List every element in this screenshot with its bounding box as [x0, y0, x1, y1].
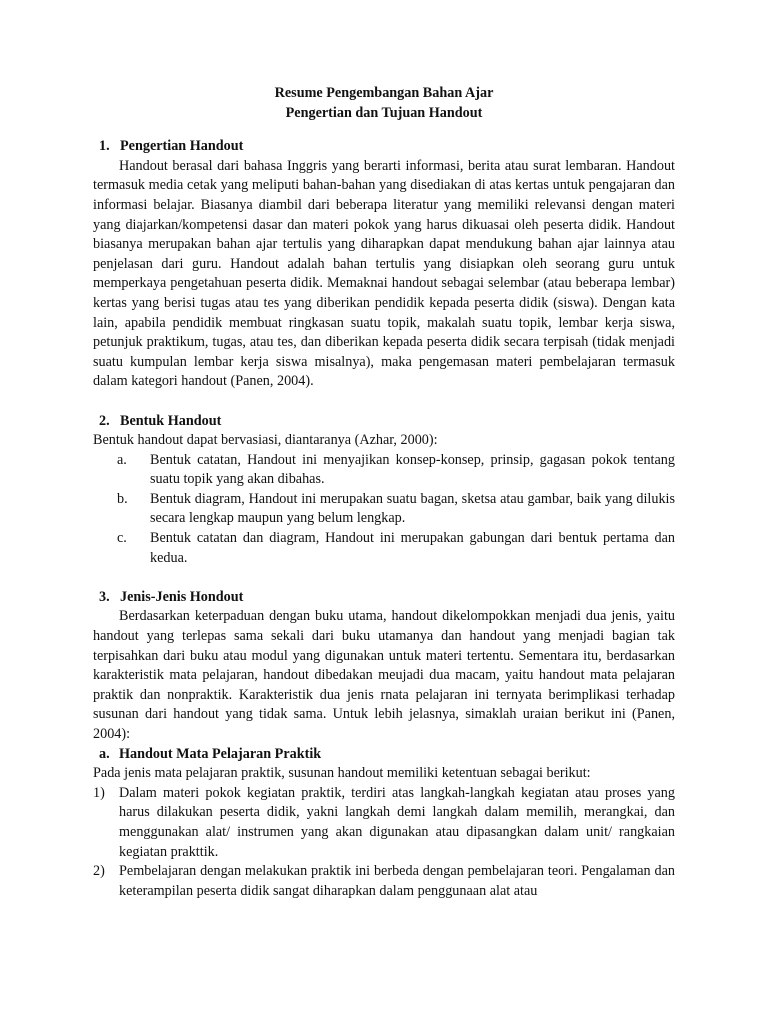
document-subtitle: Pengertian dan Tujuan Handout — [285, 104, 483, 121]
list-item-text: Pembelajaran dengan melakukan praktik ini berbeda dengan pembelajaran teori. Pengalaman dan keterampilan peserta didik sangat diharapkan dalam penggunaan alat atau — [119, 863, 675, 899]
list-marker: b. — [117, 490, 128, 507]
list-item — [93, 451, 675, 490]
list-item — [93, 784, 675, 862]
subsection-title: Handout Mata Pelajaran Praktik — [119, 745, 322, 762]
document-title: Resume Pengembangan Bahan Ajar — [274, 85, 494, 101]
subsection-intro: Pada jenis mata pelajaran praktik, susunan handout memiliki ketentuan sebagai berikut: — [93, 765, 591, 782]
section-1-paragraph: Handout berasal dari bahasa Inggris yang berarti informasi, berita atau surat lembaran. Handout termasuk media cetak yang meliputi bahan-bahan yang disediakan di atas kertas untuk pengajaran dan informasi belajar. Biasanya diambil dari beberapa literatur yang memiliki relevansi dengan materi yang diajarkan/kompetensi dasar dan materi pokok yang harus dikuasai oleh peserta didik. Handout biasanya merupakan bahan ajar tertulis yang diharapkan dapat mendukung bahan ajar lainnya atau penjelasan dari guru. Handout adalah bahan tertulis yang disiapkan oleh seorang guru untuk memperkaya pengetahuan peserta didik. Memaknai handout sebagai selembar (atau beberapa lembar) kertas yang berisi tugas atau tes yang diberikan pendidik kepada peserta didik (siswa). Dengan kata lain, apabila pendidik membuat ringkasan suatu topik, makalah suatu topik, lembar kerja siswa, petunjuk praktikum, tugas, atau tes, dan diberikan kepada peserta didik secara terpisah (tidak menjadi suatu kumpulan lembar kerja siswa misalnya), maka pengemasan materi pembelajaran termasuk dalam kategori handout (Panen, 2004). — [93, 157, 675, 390]
list-item — [93, 490, 675, 529]
list-marker: a. — [117, 451, 127, 468]
practice-rules-list — [93, 784, 675, 902]
list-marker: 1) — [93, 784, 105, 801]
list-item — [93, 529, 675, 568]
list-item — [93, 862, 675, 901]
section-title: Jenis-Jenis Hondout — [120, 588, 244, 605]
list-marker: 2) — [93, 863, 105, 880]
list-item-text: Bentuk catatan dan diagram, Handout ini merupakan gabungan dari bentuk pertama dan kedua. — [150, 530, 675, 566]
list-marker: c. — [117, 530, 127, 547]
list-item-text: Bentuk diagram, Handout ini merupakan suatu bagan, sketsa atau gambar, baik yang dilukis secara lengkap maupun yang belum lengkap. — [150, 490, 675, 527]
section-number: 2. — [99, 412, 110, 429]
list-item-text: Dalam materi pokok kegiatan praktik, terdiri atas langkah-langkah kegiatan atau proses yang harus dilakukan peserta didik, yakni langkah demi langkah dalam memilih, merangkai, dan menggunakan alat/ instrumen yang akan digunakan atau dipasangkan dalam unit/ rangkaian kegiatan prakttik. — [119, 784, 675, 860]
section-2-intro: Bentuk handout dapat bervasiasi, diantaranya (Azhar, 2000): — [93, 432, 438, 449]
section-title: Pengertian Handout — [120, 138, 244, 155]
section-number: 1. — [99, 138, 110, 155]
section-1-heading — [93, 137, 675, 157]
list-item-text: Bentuk catatan, Handout ini menyajikan konsep-konsep, prinsip, gagasan pokok tentang suatu topik yang akan dibahas. — [150, 451, 675, 488]
section-title: Bentuk Handout — [120, 412, 222, 429]
section-2-heading — [93, 412, 675, 432]
subsection-marker: a. — [99, 745, 110, 762]
handout-forms-list — [93, 451, 675, 569]
subsection-heading — [93, 745, 675, 765]
section-3-heading — [93, 588, 675, 608]
section-3-paragraph: Berdasarkan keterpaduan dengan buku utama, handout dikelompokkan menjadi dua jenis, yaitu handout yang terlepas sama sekali dari buku utamanya dan handout yang menjadi bagian tak terpisahkan dari buku atau modul yang digunakan untuk materi tertentu. Sementara itu, berdasarkan karakteristik mata pelajaran, handout dibedakan meujadi dua macam, yaitu handout mata pelajaran praktik dan nonpraktik. Karakteristik dua jenis rnata pelajaran ini ternyata berimplikasi terhadap susunan dari handout yang tidak sama. Untuk lebih jelasnya, simaklah uraian berikut ini (Panen, 2004): — [93, 608, 675, 742]
section-number: 3. — [99, 588, 110, 605]
